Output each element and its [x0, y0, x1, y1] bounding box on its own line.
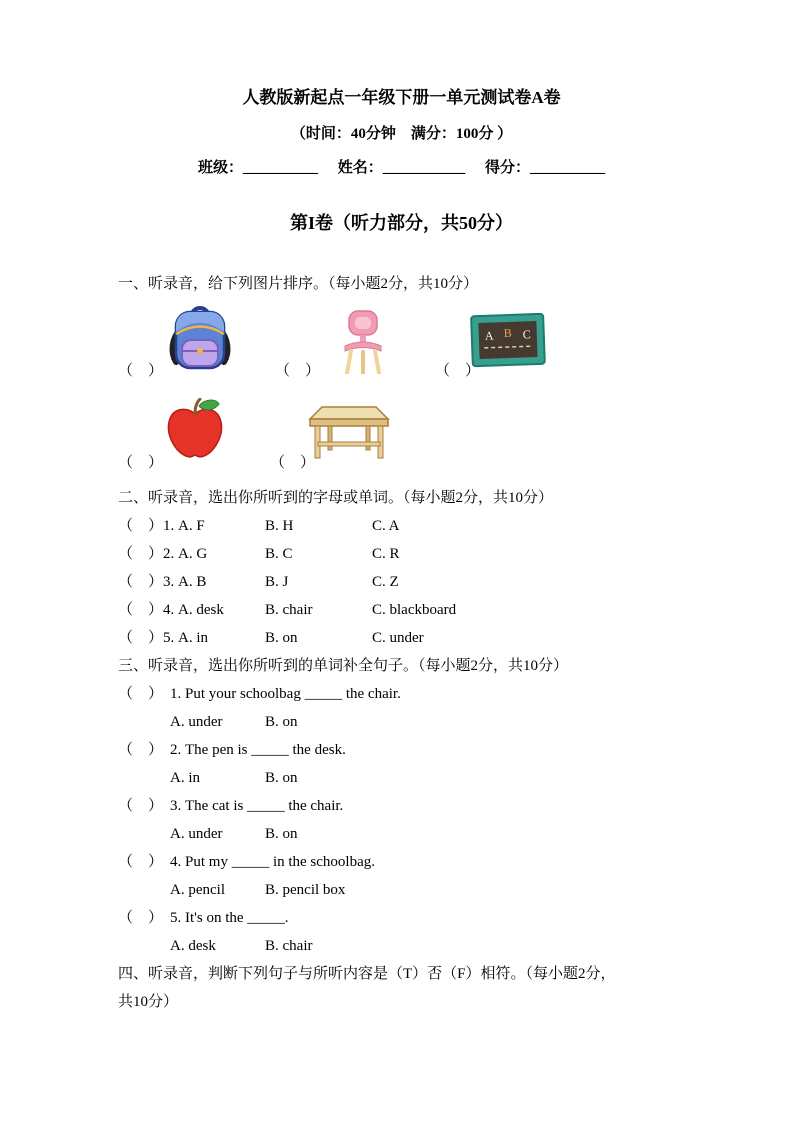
name-field: 姓名：___________: [337, 160, 466, 176]
question-text: 3. The cat is _____ the chair.: [170, 798, 344, 814]
section3-item: [118, 680, 685, 736]
chair-image: [342, 310, 384, 374]
option-a: 2. A. G: [163, 546, 208, 562]
option-a: A. under: [170, 714, 223, 730]
question-text: 1. Put your schoolbag _____ the chair.: [170, 686, 401, 702]
section3-item: [118, 904, 685, 960]
option-b: B. chair: [265, 938, 313, 954]
question-text: 4. Put my _____ in the schoolbag.: [170, 854, 376, 870]
answer-bracket: （ ）: [275, 363, 321, 379]
option-b: B. chair: [265, 602, 313, 618]
answer-bracket: （ ）: [118, 546, 164, 562]
paper-title: 人教版新起点一年级下册一单元测试卷A卷: [242, 88, 561, 107]
section2-item: [118, 512, 685, 540]
section2-item: [118, 540, 685, 568]
question-text: 5. It's on the _____.: [170, 910, 289, 926]
section4-heading-line1: 四、听录音，判断下列句子与所听内容是（T）否（F）相符。（每小题2分，: [118, 966, 616, 982]
section3-item: [118, 848, 685, 904]
option-c: C. blackboard: [372, 602, 457, 618]
section1-images-row1: [118, 304, 685, 398]
option-a: 5. A. in: [163, 630, 209, 646]
part1-title: 第I卷（听力部分，共50分）: [289, 213, 513, 233]
option-b: B. H: [265, 518, 294, 534]
section2-item: [118, 624, 685, 652]
apple-image: [166, 398, 224, 460]
section4-heading-line2: 共10分）: [118, 994, 179, 1010]
option-b: B. on: [265, 714, 298, 730]
class-field: 班级：__________: [197, 160, 318, 176]
option-c: C. under: [372, 630, 424, 646]
student-info-line: [118, 156, 685, 180]
answer-bracket: （ ）: [118, 455, 164, 471]
option-a: A. in: [170, 770, 200, 786]
option-a: 1. A. F: [163, 518, 205, 534]
answer-bracket: （ ）: [118, 686, 164, 702]
option-b: B. J: [265, 574, 289, 590]
section3-item: [118, 792, 685, 848]
option-b: B. on: [265, 770, 298, 786]
answer-bracket: （ ）: [118, 574, 164, 590]
option-c: C. R: [372, 546, 400, 562]
score-field: 得分：__________: [485, 160, 606, 176]
schoolbag-image: [168, 304, 232, 374]
answer-bracket: （ ）: [118, 630, 164, 646]
answer-bracket: （ ）: [118, 742, 164, 758]
answer-bracket: （ ）: [118, 798, 164, 814]
answer-bracket: （ ）: [118, 910, 164, 926]
answer-bracket: （ ）: [270, 455, 316, 471]
section3-heading: 三、听录音，选出你所听到的单词补全句子。（每小题2分，共10分）: [118, 658, 569, 674]
option-a: A. pencil: [170, 882, 225, 898]
answer-bracket: （ ）: [118, 854, 164, 870]
answer-bracket: （ ）: [118, 602, 164, 618]
section2-item: [118, 596, 685, 624]
answer-bracket: （ ）: [118, 518, 164, 534]
blackboard-image: [469, 311, 549, 372]
answer-bracket: （ ）: [435, 363, 481, 379]
blackboard-letter-b: B: [503, 325, 512, 341]
option-b: B. C: [265, 546, 293, 562]
option-b: B. on: [265, 826, 298, 842]
question-text: 2. The pen is _____ the desk.: [170, 742, 346, 758]
paper-time-score: （时间：40分钟 满分：100分 ）: [290, 126, 513, 142]
section1-images-row2: [118, 398, 685, 484]
section2-item: [118, 568, 685, 596]
section3-item: [118, 736, 685, 792]
blackboard-letter-a: A: [484, 328, 494, 343]
option-a: A. desk: [170, 938, 216, 954]
option-a: 3. A. B: [163, 574, 207, 590]
section1-heading: 一、听录音，给下列图片排序。（每小题2分，共10分）: [118, 276, 479, 292]
blackboard-letter-c: C: [522, 327, 532, 342]
option-a: 4. A. desk: [163, 602, 224, 618]
option-c: C. A: [372, 518, 400, 534]
section2-heading: 二、听录音，选出你所听到的字母或单词。（每小题2分，共10分）: [118, 490, 554, 506]
option-c: C. Z: [372, 574, 399, 590]
desk-image: [306, 404, 390, 460]
option-a: A. under: [170, 826, 223, 842]
answer-bracket: （ ）: [118, 363, 164, 379]
option-b: B. on: [265, 630, 298, 646]
option-b: B. pencil box: [265, 882, 346, 898]
